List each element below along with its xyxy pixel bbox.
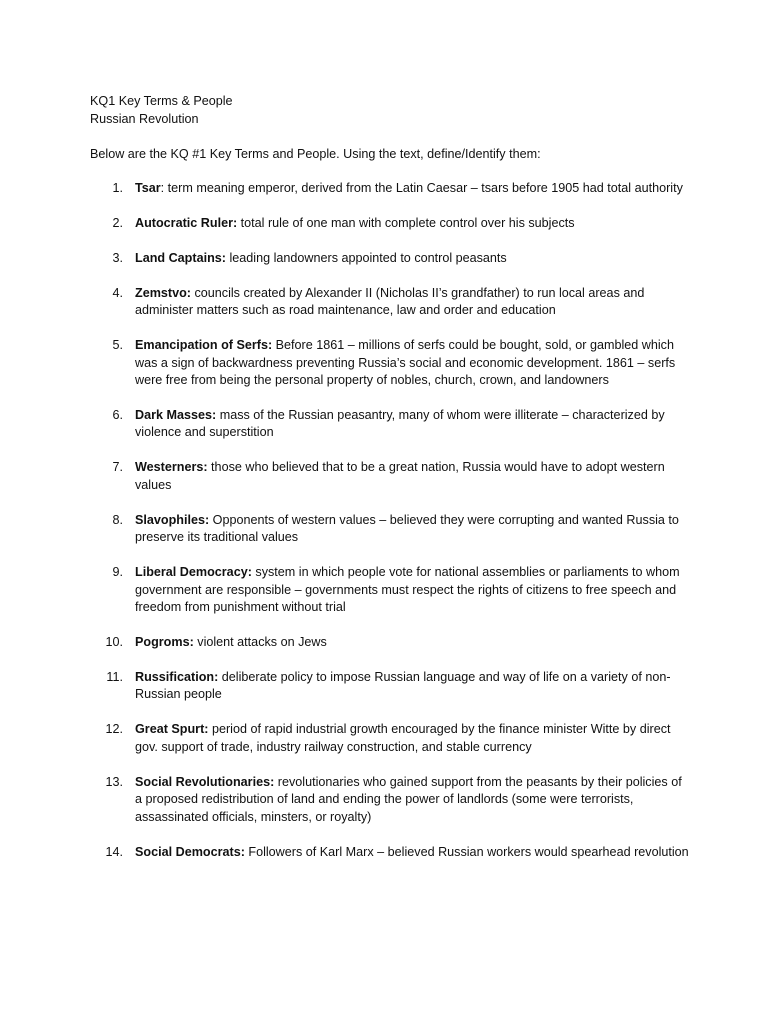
item-number: 5. xyxy=(112,338,123,353)
item-number: 4. xyxy=(112,285,123,300)
term-name: Land Captains: xyxy=(135,250,226,265)
term-definition: : term meaning emperor, derived from the Latin Caesar – tsars before 1905 had total authority xyxy=(160,181,683,195)
term-definition: leading landowners appointed to control peasants xyxy=(225,250,507,265)
term-name: Russification: xyxy=(135,669,219,684)
term-definition: system in which people vote for national assemblies or parliaments to whom government are responsible – governments must respect the rights of citizens to free speech and freedom from punishment without trial xyxy=(135,565,680,615)
list-item xyxy=(90,844,690,862)
item-number: 7. xyxy=(112,460,123,475)
list-item xyxy=(90,215,690,233)
term-definition: total rule of one man with complete control over his subjects xyxy=(237,215,575,230)
term-name: Pogroms: xyxy=(135,635,194,650)
item-number: 8. xyxy=(112,512,123,527)
list-item xyxy=(90,459,690,494)
list-item xyxy=(90,512,690,547)
document-subtitle: Russian Revolution xyxy=(90,111,199,126)
document-body xyxy=(90,93,690,878)
term-name: Great Spurt: xyxy=(135,722,209,737)
term-name: Emancipation of Serfs: xyxy=(135,338,273,353)
term-definition: violent attacks on Jews xyxy=(193,635,327,650)
term-name: Liberal Democracy: xyxy=(135,565,252,580)
term-definition: Opponents of western values – believed they were corrupting and wanted Russia to preserve its traditional values xyxy=(135,512,679,545)
term-name: Social Revolutionaries: xyxy=(135,774,275,789)
item-number: 2. xyxy=(112,215,123,230)
list-item xyxy=(90,285,690,320)
item-number: 13. xyxy=(105,774,123,789)
term-name: Social Democrats: xyxy=(135,844,245,859)
term-name: Slavophiles: xyxy=(135,512,210,527)
instructions-text: Below are the KQ #1 Key Terms and People. Using the text, define/Identify them: xyxy=(90,146,541,161)
term-definition: Followers of Karl Marx – believed Russian workers would spearhead revolution xyxy=(244,844,689,859)
item-number: 11. xyxy=(106,669,123,684)
list-item xyxy=(90,250,690,268)
document-title: KQ1 Key Terms & People xyxy=(90,94,233,108)
item-number: 14. xyxy=(105,844,123,859)
list-item xyxy=(90,407,690,442)
term-definition: revolutionaries who gained support from the peasants by their policies of a proposed redistribution of land and ending the power of landlords (some were terrorists, assassinated officials, minsters, or royalty) xyxy=(135,774,682,824)
item-number: 10. xyxy=(105,635,123,650)
term-name: Zemstvo: xyxy=(135,285,191,300)
term-definition: mass of the Russian peasantry, many of whom were illiterate – characterized by violence and superstition xyxy=(135,407,665,440)
term-definition: deliberate policy to impose Russian language and way of life on a variety of non-Russian people xyxy=(135,669,671,702)
list-item xyxy=(90,774,690,827)
item-number: 12. xyxy=(105,722,123,737)
term-name: Tsar xyxy=(135,181,161,195)
list-item xyxy=(90,634,690,652)
list-item xyxy=(90,669,690,704)
list-item xyxy=(90,721,690,756)
item-number: 9. xyxy=(112,565,123,580)
item-number: 6. xyxy=(112,407,123,422)
term-definition: councils created by Alexander II (Nicholas II’s grandfather) to run local areas and administer matters such as road maintenance, law and order and education xyxy=(135,285,645,318)
list-item xyxy=(90,564,690,617)
term-name: Dark Masses: xyxy=(135,407,217,422)
term-definition: period of rapid industrial growth encouraged by the finance minister Witte by direct gov. support of trade, industry railway construction, and stable currency xyxy=(135,722,671,754)
term-definition: those who believed that to be a great nation, Russia would have to adopt western values xyxy=(135,460,665,492)
term-definition: Before 1861 – millions of serfs could be bought, sold, or gambled which was a sign of backwardness preventing Russia’s social and economic development. 1861 – serfs were free from being the personal property of nobles, church, crown, and landowners xyxy=(135,338,676,388)
item-number: 1. xyxy=(112,181,123,195)
term-name: Westerners: xyxy=(135,460,208,475)
list-item xyxy=(90,180,690,198)
list-item xyxy=(90,337,690,390)
term-name: Autocratic Ruler: xyxy=(135,215,238,230)
key-terms-list xyxy=(90,180,690,861)
item-number: 3. xyxy=(112,250,123,265)
